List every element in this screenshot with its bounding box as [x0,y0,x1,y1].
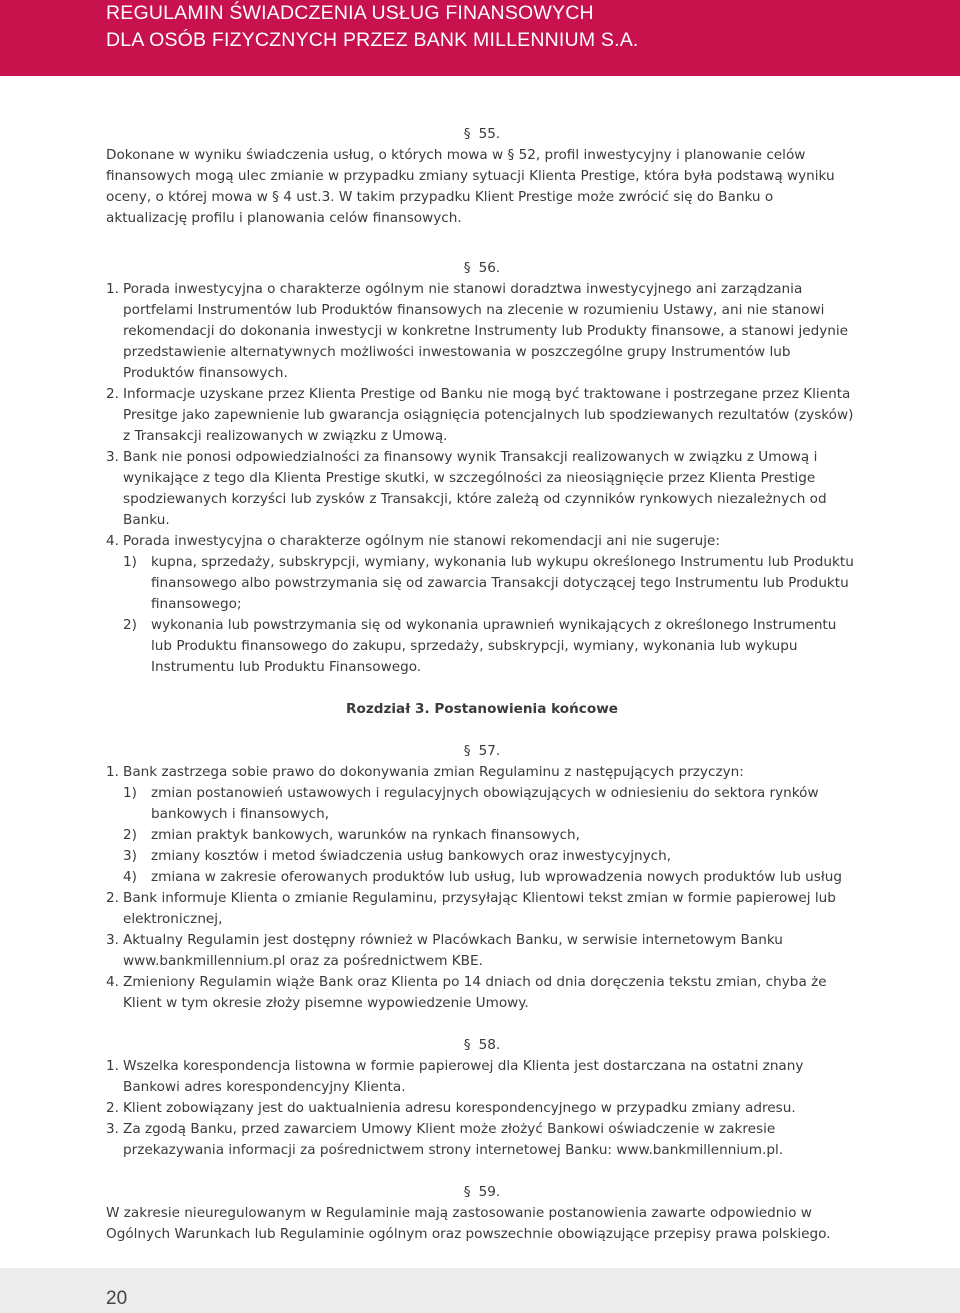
section-heading-55 [106,124,858,145]
section-mark: § [463,260,471,276]
sub-list-item [123,846,858,867]
item-text: Wszelka korespondencja listowna w formie papierowej dla Klienta jest dostarczana na ostatni znany Bankowi adres korespondencyjny Klienta. [123,1058,804,1095]
document-title-line-1: REGULAMIN ŚWIADCZENIA USŁUG FINANSOWYCH [106,2,594,24]
item-text: Informacje uzyskane przez Klienta Prestige od Banku nie mogą być traktowane i postrzegane przez Klienta Presitge jako zapewnienie lub gwarancja osiągnięcia potencjalnych lub spodziewanych rezultatów (zysków) z Transakcji realizowanych w związku z Umową. [123,386,854,444]
sub-item-number: 1) [123,554,137,570]
sub-item-text: zmian praktyk bankowych, warunków na rynkach finansowych, [151,827,580,843]
list-item [106,972,858,1014]
item-number: 3. [106,1121,119,1137]
sub-item-text: zmiany kosztów i metod świadczenia usług bankowych oraz inwestycyjnych, [151,848,672,864]
section-number: 59. [478,1184,501,1200]
item-text: Aktualny Regulamin jest dostępny również w Placówkach Banku, w serwisie internetowym Banku www.bankmillennium.pl oraz za pośrednictwem KBE. [123,932,783,969]
section-number: 56. [478,260,501,276]
item-text: Porada inwestycyjna o charakterze ogólnym nie stanowi rekomendacji ani nie sugeruje: [123,533,720,549]
sub-list-item [123,783,858,825]
item-number: 3. [106,449,119,465]
item-number: 2. [106,1100,119,1116]
section-55-text: Dokonane w wyniku świadczenia usług, o których mowa w § 52, profil inwestycyjny i planowanie celów finansowych mogą ulec zmianie w przypadku zmiany sytuacji Klienta Prestige, która była podstawą wyniku oceny, o której mowa w § 4 ust.3. W takim przypadku Klient Prestige może zwrócić się do Banku o aktualizację profilu i planowania celów finansowych. [106,147,835,226]
section-mark: § [463,743,471,759]
list-item [106,762,858,888]
item-text: Bank nie ponosi odpowiedzialności za finansowy wynik Transakcji realizowanych w związku z Umową i wynikające z tego dla Klienta Prestige skutki, w szczególności za nieosiągnięcie przez Klienta Prestige spodziewanych korzyści lub zysków z Transakcji, które zależą od czynników rynkowych niezależnych od Banku. [123,449,827,528]
list-item [106,279,858,384]
item-text: Porada inwestycyjna o charakterze ogólnym nie stanowi doradztwa inwestycyjnego ani zarządzania portfelami Instrumentów lub Produktów finansowych na zlecenie w rozumieniu Ustawy, ani nie stanowi rekomendacji do dokonania inwestycji w konkretne Instrumenty lub Produkty finansowe, a stanowi jedynie przedstawienie alternatywnych możliwości inwestowania w poszczególne grupy Instrumentów lub Produktów finansowych. [123,281,849,381]
section-mark: § [463,126,471,142]
list-item [106,1098,858,1119]
section-heading-59 [106,1182,858,1203]
document-title-line-2: DLA OSÓB FIZYCZNYCH PRZEZ BANK MILLENNIUM S.A. [106,29,639,51]
section-mark: § [463,1037,471,1053]
section-heading-56 [106,258,858,279]
item-number: 1. [106,281,119,297]
list-item [106,447,858,531]
section-heading-57 [106,741,858,762]
sub-item-text: wykonania lub powstrzymania się od wykonania uprawnień wynikających z określonego Instrumentu lub Produktu finansowego do zakupu, sprzedaży, subskrypcji, wymiany, wykonania lub wykupu Instrumentu lub Produktu Finansowego. [151,617,837,675]
item-text: Za zgodą Banku, przed zawarciem Umowy Klient może złożyć Bankowi oświadczenie w zakresie przekazywania informacji za pośrednictwem strony internetowej Banku: www.bankmillennium.pl. [123,1121,784,1158]
sub-item-number: 2) [123,617,137,633]
list-item [106,384,858,447]
list-item [106,531,858,678]
document-body [106,124,858,1245]
item-text: Klient zobowiązany jest do uaktualnienia adresu korespondencyjnego w przypadku zmiany adresu. [123,1100,796,1116]
chapter-heading: Rozdział 3. Postanowienia końcowe [346,701,618,717]
sub-item-number: 4) [123,869,137,885]
sub-item-text: zmian postanowień ustawowych i regulacyjnych obowiązujących w odniesieniu do sektora rynków bankowych i finansowych, [151,785,819,822]
item-number: 2. [106,386,119,402]
header-banner [0,0,960,76]
section-heading-58 [106,1035,858,1056]
section-number: 57. [478,743,501,759]
page-footer [0,1268,960,1313]
sub-item-number: 3) [123,848,137,864]
item-text: Zmieniony Regulamin wiąże Bank oraz Klienta po 14 dniach od dnia doręczenia tekstu zmian, chyba że Klient w tym okresie złoży pisemne wypowiedzenie Umowy. [123,974,827,1011]
sub-list-item [123,615,858,678]
section-mark: § [463,1184,471,1200]
item-text: Bank informuje Klienta o zmianie Regulaminu, przysyłając Klientowi tekst zmian w formie papierowej lub elektronicznej, [123,890,836,927]
section-number: 55. [478,126,501,142]
item-number: 1. [106,1058,119,1074]
sub-item-text: kupna, sprzedaży, subskrypcji, wymiany, wykonania lub wykupu określonego Instrumentu lub Produktu finansowego albo powstrzymania się od zawarcia Transakcji dotyczącej tego Instrumentu lub Produktu finansowego; [151,554,854,612]
item-number: 1. [106,764,119,780]
list-item [106,1119,858,1161]
section-number: 58. [478,1037,501,1053]
sub-list-item [123,867,858,888]
item-number: 4. [106,974,119,990]
list-item [106,930,858,972]
list-item [106,888,858,930]
item-number: 2. [106,890,119,906]
section-59-text: W zakresie nieuregulowanym w Regulaminie mają zastosowanie postanowienia zawarte odpowiednio w Ogólnych Warunkach lub Regulaminie ogólnym oraz powszechnie obowiązujące przepisy prawa polskiego. [106,1205,831,1242]
sub-item-number: 2) [123,827,137,843]
sub-item-number: 1) [123,785,137,801]
sub-item-text: zmiana w zakresie oferowanych produktów lub usług, lub wprowadzenia nowych produktów lub usług [151,869,842,885]
sub-list-item [123,825,858,846]
page-number: 20 [106,1288,128,1309]
item-text: Bank zastrzega sobie prawo do dokonywania zmian Regulaminu z następujących przyczyn: [123,764,744,780]
sub-list-item [123,552,858,615]
list-item [106,1056,858,1098]
item-number: 4. [106,533,119,549]
item-number: 3. [106,932,119,948]
